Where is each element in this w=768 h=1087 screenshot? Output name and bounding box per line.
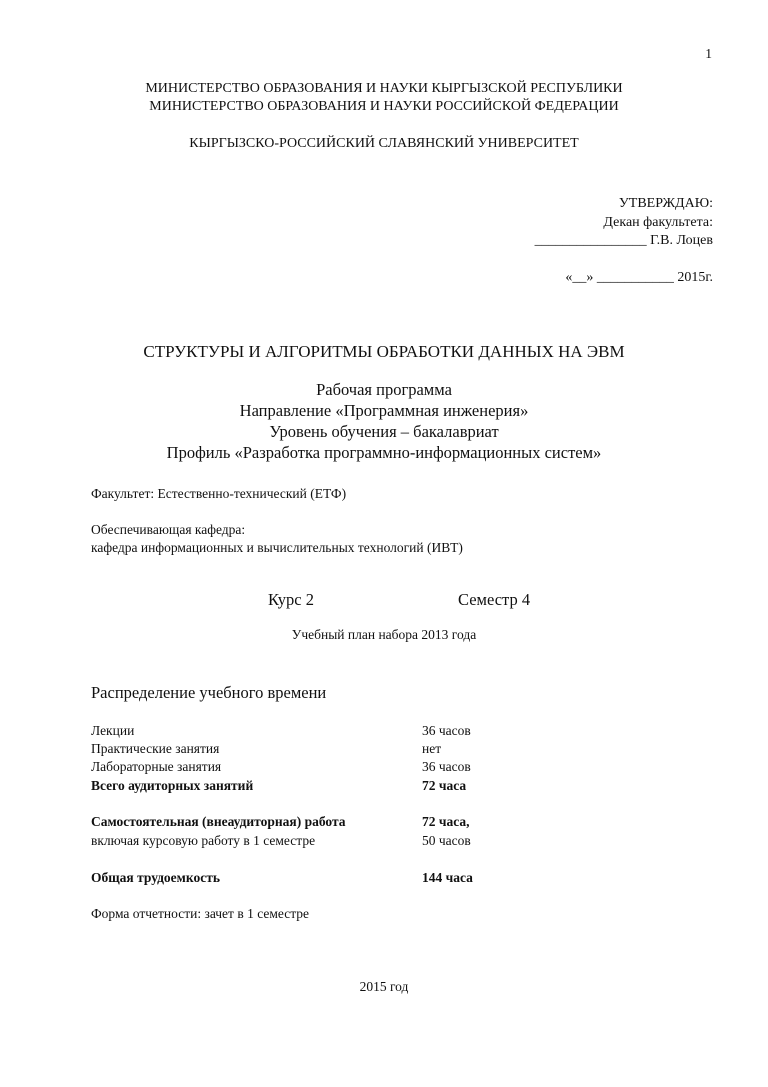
hours-row-label: Всего аудиторных занятий xyxy=(91,778,254,793)
subtitle-level: Уровень обучения – бакалавриат xyxy=(269,422,499,441)
page-number: 1 xyxy=(705,46,712,61)
hours-row-independent xyxy=(91,814,511,832)
faculty-line: Факультет: Естественно-технический (ЕТФ) xyxy=(91,486,347,501)
university-heading: КЫРГЫЗСКО-РОССИЙСКИЙ СЛАВЯНСКИЙ УНИВЕРСИТЕТ xyxy=(189,136,579,151)
hours-row-value: нет xyxy=(422,741,442,756)
department-label: Обеспечивающая кафедра: xyxy=(91,522,246,537)
hours-row-value: 36 часов xyxy=(422,723,471,738)
ministry-kg-heading: МИНИСТЕРСТВО ОБРАЗОВАНИЯ И НАУКИ КЫРГЫЗСКОЙ РЕСПУБЛИКИ xyxy=(145,81,623,96)
hours-row-lab xyxy=(91,759,511,777)
subtitle-direction: Направление «Программная инженерия» xyxy=(239,401,529,420)
approval-approve: УТВЕРЖДАЮ: xyxy=(618,196,713,211)
distribution-heading: Распределение учебного времени xyxy=(91,683,327,702)
hours-row-label: Лабораторные занятия xyxy=(91,759,222,774)
hours-row-lectures xyxy=(91,723,511,741)
report-form-line: Форма отчетности: зачет в 1 семестре xyxy=(91,906,310,921)
approval-position: Декан факультета: xyxy=(603,215,713,230)
hours-row-value: 36 часов xyxy=(422,759,471,774)
subtitle-profile: Профиль «Разработка программно-информационных систем» xyxy=(166,443,602,462)
hours-row-label: включая курсовую работу в 1 семестре xyxy=(91,833,316,848)
hours-row-coursework xyxy=(91,833,511,851)
hours-row-label: Самостоятельная (внеаудиторная) работа xyxy=(91,814,346,829)
hours-row-value: 72 часа xyxy=(422,778,467,793)
hours-row-label: Лекции xyxy=(91,723,135,738)
hours-row-practice xyxy=(91,741,511,759)
curriculum-line: Учебный план набора 2013 года xyxy=(291,627,477,642)
semester-label: Семестр 4 xyxy=(458,590,531,609)
department-name: кафедра информационных и вычислительных технологий (ИВТ) xyxy=(91,540,463,555)
hours-row-total-classroom xyxy=(91,778,511,796)
hours-row-value: 72 часа, xyxy=(422,814,470,829)
hours-row-total-workload xyxy=(91,870,511,888)
approval-signature-line: ________________ Г.В. Лоцев xyxy=(534,233,713,248)
hours-row-label: Практические занятия xyxy=(91,741,220,756)
approval-date-line: «__» ___________ 2015г. xyxy=(565,270,713,285)
footer-year: 2015 год xyxy=(359,979,409,994)
document-title: СТРУКТУРЫ И АЛГОРИТМЫ ОБРАБОТКИ ДАННЫХ НА ЭВМ xyxy=(143,342,625,361)
hours-row-value: 144 часа xyxy=(422,870,473,885)
hours-row-label: Общая трудоемкость xyxy=(91,870,220,885)
course-label: Курс 2 xyxy=(268,590,314,609)
ministry-ru-heading: МИНИСТЕРСТВО ОБРАЗОВАНИЯ И НАУКИ РОССИЙСКОЙ ФЕДЕРАЦИИ xyxy=(149,99,619,114)
hours-row-value: 50 часов xyxy=(422,833,471,848)
subtitle-program: Рабочая программа xyxy=(316,380,452,399)
